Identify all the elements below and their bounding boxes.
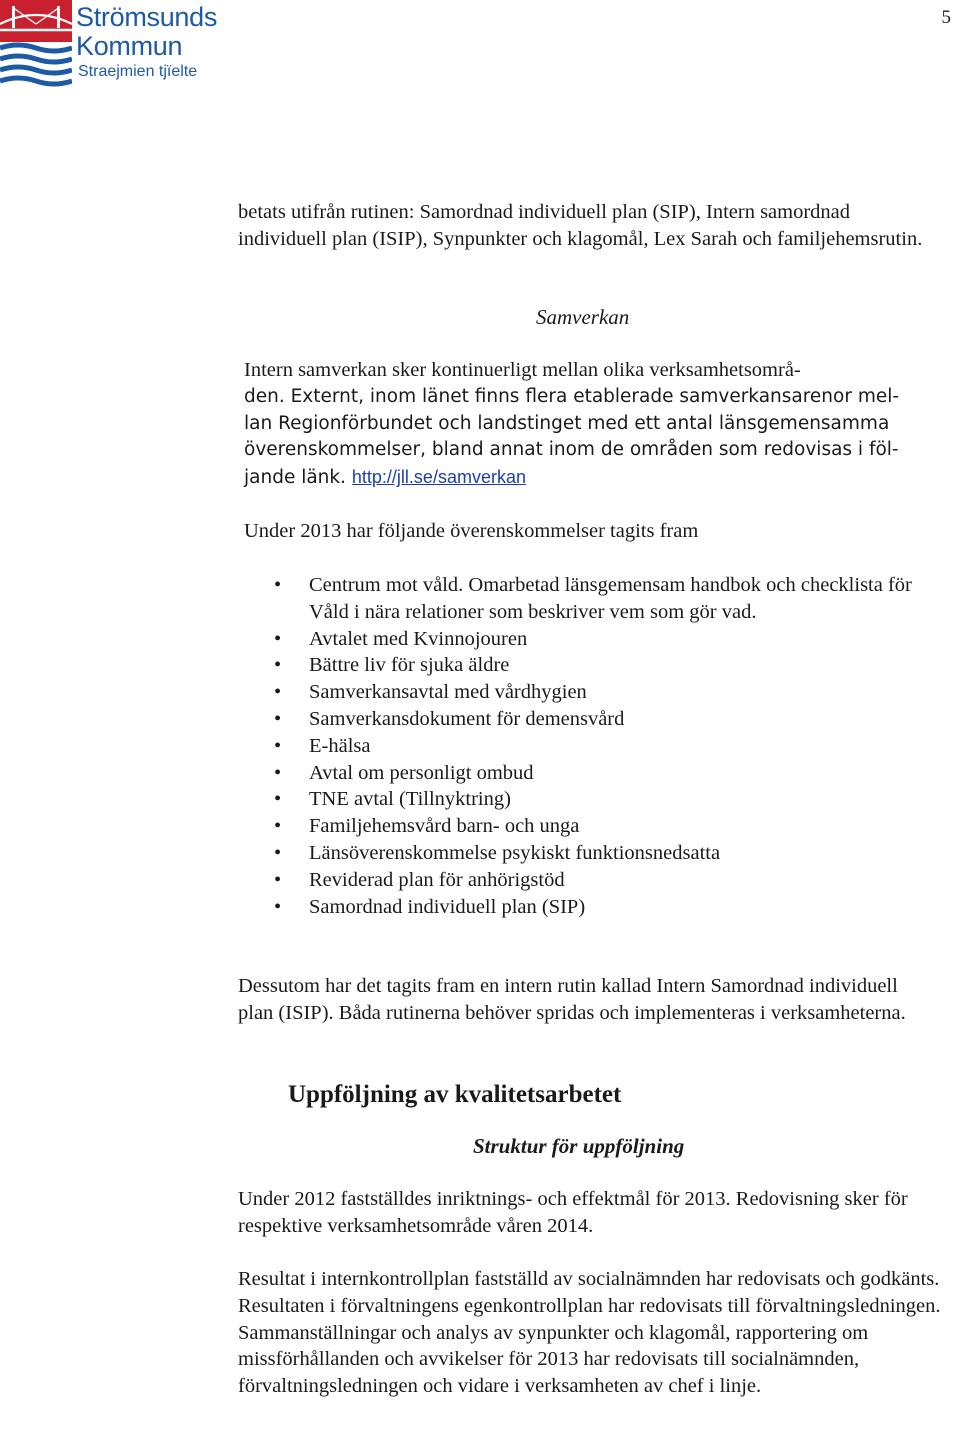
samverkan-line-prefix: jande länk.	[244, 467, 347, 489]
samverkan-line	[244, 464, 944, 492]
list-item: • TNE avtal (Tillnyktring)	[238, 786, 938, 813]
uppfoljning-paragraph-2: Resultat i internkontrollplan fastställd av socialnämnden har redovisats och godkänts. Resultaten i förvaltningens egenkontrollplan har redovisats till förvaltningsledningen. Sammanställningar och analys av synpunkter och klagomål, rapportering om missförhållanden och avvikelser för 2013 har redovisats till socialnämnden, förvaltningsledningen och vidare i verksamheten av chef i linje.	[238, 1268, 941, 1398]
logo-name-line1: Strömsunds	[76, 2, 218, 32]
bullet-icon: •	[274, 574, 282, 596]
intro-paragraph: betats utifrån rutinen: Samordnad individuell plan (SIP), Intern samordnad individuell plan (ISIP), Synpunkter och klagomål, Lex Sarah och familjehemsrutin.	[238, 201, 923, 250]
bullet-icon: •	[274, 815, 282, 838]
bullet-icon: •	[274, 841, 282, 864]
samverkan-line: Intern samverkan sker kontinuerligt mellan olika verksamhetsområ-	[244, 359, 801, 381]
section-heading-samverkan: Samverkan	[536, 305, 630, 329]
subheading-struktur: Struktur för uppföljning	[473, 1134, 685, 1158]
list-item: • Reviderad plan för anhörigstöd	[238, 867, 938, 894]
samverkan-line: överenskommelser, bland annat inom de områden som redovisas i föl-	[244, 439, 899, 461]
bullet-icon: •	[274, 707, 282, 730]
bullet-icon: •	[274, 761, 282, 784]
uppfoljning-paragraph-1: Under 2012 fastställdes inriktnings- och effektmål för 2013. Redovisning sker för respektive verksamhetsområde våren 2014.	[238, 1188, 908, 1237]
list-item: • E-hälsa	[238, 733, 938, 760]
samverkan-paragraph	[244, 357, 944, 492]
list-item: • Familjehemsvård barn- och unga	[238, 813, 938, 840]
municipality-logo	[0, 0, 220, 96]
agreements-intro: Under 2013 har följande överenskommelser tagits fram	[244, 520, 699, 542]
bullet-icon: •	[274, 788, 282, 811]
bullet-icon: •	[274, 734, 282, 757]
list-item: • Samordnad individuell plan (SIP)	[238, 894, 938, 921]
samverkan-line: den. Externt, inom länet finns flera etablerade samverkansarenor mel-	[244, 385, 900, 407]
section-heading-uppfoljning: Uppföljning av kvalitetsarbetet	[288, 1081, 622, 1108]
logo-name-line2: Kommun	[76, 31, 183, 61]
agreements-list	[238, 572, 938, 920]
samverkan-link[interactable]: http://jll.se/samverkan	[351, 467, 526, 488]
page-number: 5	[941, 7, 951, 28]
list-item: • Samverkansavtal med vårdhygien	[238, 679, 938, 706]
list-item: • Centrum mot våld. Omarbetad länsgemensam handbok och checklista för Våld i nära relationer som beskriver vem som gör vad.	[274, 574, 912, 623]
bullet-icon: •	[274, 627, 282, 650]
bullet-icon: •	[274, 868, 282, 891]
list-item: • Samverkansdokument för demensvård	[238, 706, 938, 733]
bullet-icon: •	[274, 895, 282, 918]
list-item: • Länsöverenskommelse psykiskt funktionsnedsatta	[238, 840, 938, 867]
bullet-icon: •	[274, 654, 282, 677]
list-item: • Bättre liv för sjuka äldre	[238, 652, 938, 679]
bullet-icon: •	[274, 681, 282, 704]
bridge-emblem-icon	[0, 0, 72, 92]
samverkan-closing-paragraph: Dessutom har det tagits fram en intern rutin kallad Intern Samordnad individuell plan (ISIP). Båda rutinerna behöver spridas och implementeras i verksamheterna.	[238, 975, 906, 1024]
list-item: • Avtalet med Kvinnojouren	[238, 626, 938, 653]
samverkan-line: lan Regionförbundet och landstinget med ett antal länsgemensamma	[244, 412, 890, 434]
list-item: • Avtal om personligt ombud	[238, 760, 938, 787]
logo-tagline: Straejmien tjïelte	[78, 63, 198, 80]
